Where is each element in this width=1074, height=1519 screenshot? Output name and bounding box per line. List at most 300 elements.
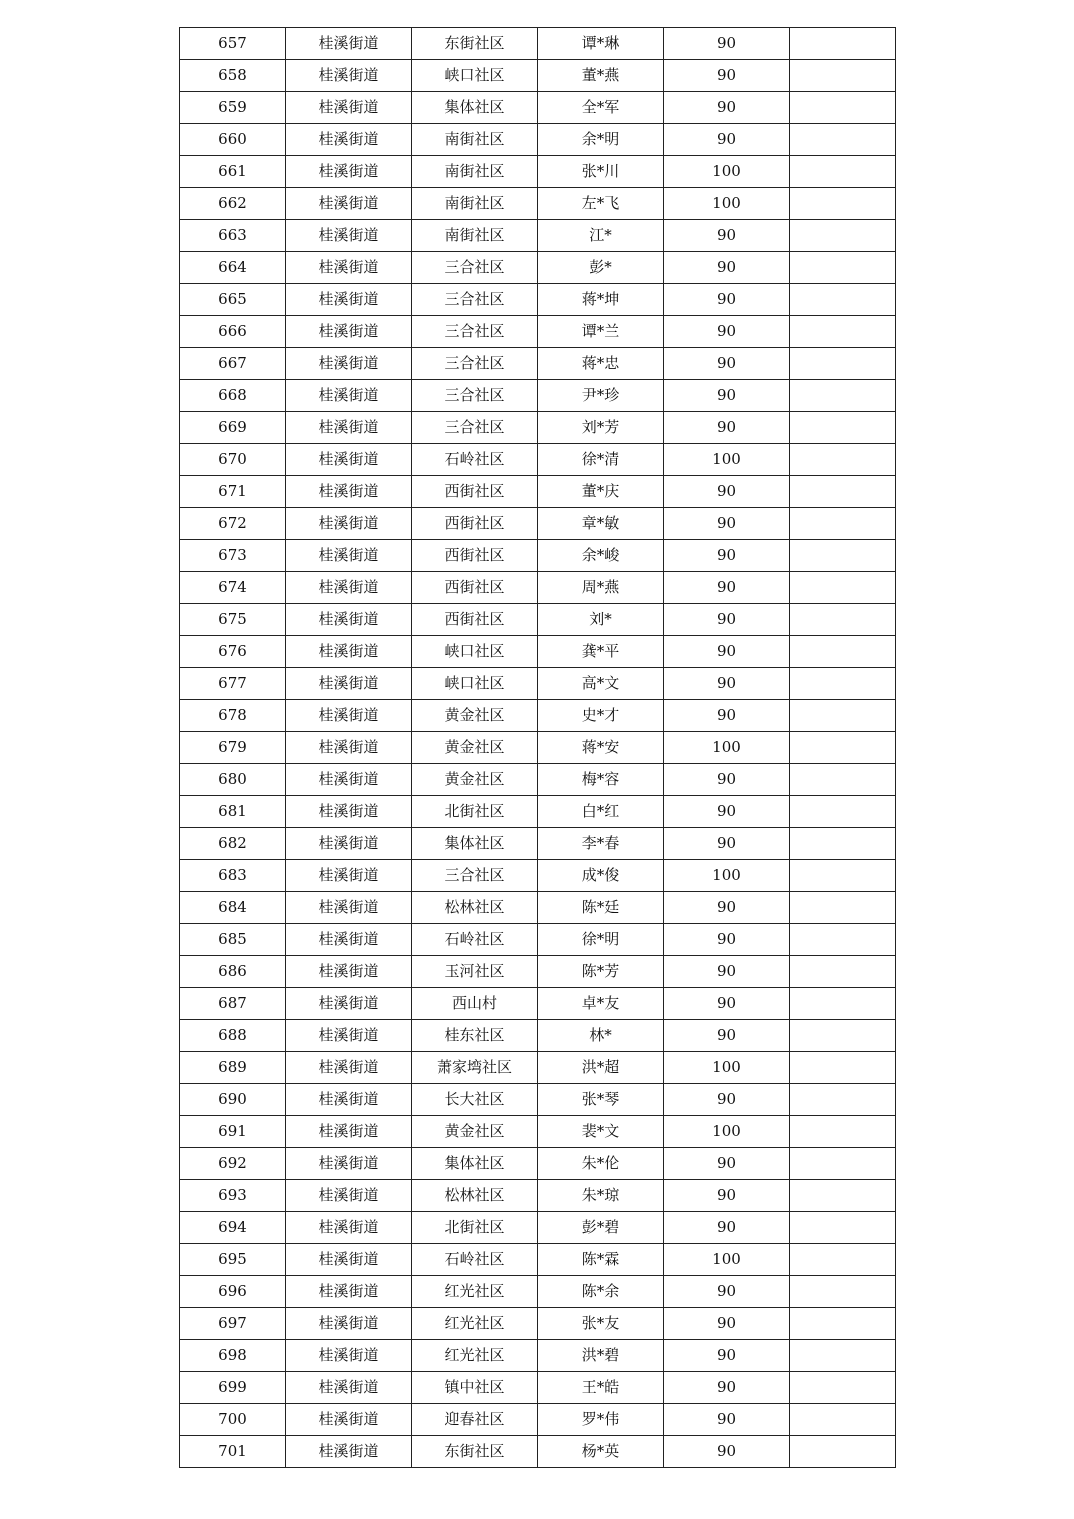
cell-name: 陈*廷: [538, 892, 664, 924]
cell-community: 黄金社区: [412, 764, 538, 796]
cell-score: 90: [664, 412, 790, 444]
table-row: [180, 348, 896, 380]
cell-name: 蒋*坤: [538, 284, 664, 316]
cell-number: 683: [180, 860, 286, 892]
cell-community: 三合社区: [412, 316, 538, 348]
cell-note: [790, 860, 896, 892]
cell-score: 90: [664, 892, 790, 924]
cell-street: 桂溪街道: [286, 1084, 412, 1116]
table-row: [180, 1020, 896, 1052]
cell-street: 桂溪街道: [286, 476, 412, 508]
cell-score: 90: [664, 1180, 790, 1212]
cell-number: 681: [180, 796, 286, 828]
cell-score: 90: [664, 828, 790, 860]
table-row: [180, 1372, 896, 1404]
cell-community: 峡口社区: [412, 636, 538, 668]
cell-number: 657: [180, 28, 286, 60]
cell-name: 蒋*安: [538, 732, 664, 764]
cell-score: 90: [664, 28, 790, 60]
cell-note: [790, 1372, 896, 1404]
cell-name: 左*飞: [538, 188, 664, 220]
cell-score: 90: [664, 220, 790, 252]
cell-community: 西街社区: [412, 604, 538, 636]
table-row: [180, 1308, 896, 1340]
cell-name: 白*红: [538, 796, 664, 828]
cell-score: 90: [664, 1212, 790, 1244]
cell-community: 红光社区: [412, 1340, 538, 1372]
table-row: [180, 412, 896, 444]
table-row: [180, 764, 896, 796]
cell-community: 松林社区: [412, 1180, 538, 1212]
cell-number: 680: [180, 764, 286, 796]
cell-street: 桂溪街道: [286, 1308, 412, 1340]
cell-name: 林*: [538, 1020, 664, 1052]
table-row: [180, 1404, 896, 1436]
cell-score: 90: [664, 572, 790, 604]
roster-table: [179, 27, 896, 1468]
table-row: [180, 572, 896, 604]
cell-note: [790, 1148, 896, 1180]
cell-score: 100: [664, 156, 790, 188]
cell-street: 桂溪街道: [286, 348, 412, 380]
cell-community: 石岭社区: [412, 444, 538, 476]
table-row: [180, 1212, 896, 1244]
cell-community: 镇中社区: [412, 1372, 538, 1404]
cell-name: 彭*: [538, 252, 664, 284]
cell-number: 665: [180, 284, 286, 316]
cell-score: 90: [664, 252, 790, 284]
cell-community: 西山村: [412, 988, 538, 1020]
cell-name: 江*: [538, 220, 664, 252]
cell-community: 松林社区: [412, 892, 538, 924]
cell-name: 裴*文: [538, 1116, 664, 1148]
cell-street: 桂溪街道: [286, 252, 412, 284]
cell-note: [790, 1052, 896, 1084]
table-row: [180, 828, 896, 860]
cell-community: 西街社区: [412, 508, 538, 540]
cell-community: 峡口社区: [412, 668, 538, 700]
cell-street: 桂溪街道: [286, 956, 412, 988]
cell-note: [790, 1116, 896, 1148]
cell-score: 90: [664, 668, 790, 700]
cell-note: [790, 1308, 896, 1340]
cell-name: 刘*芳: [538, 412, 664, 444]
cell-community: 峡口社区: [412, 60, 538, 92]
cell-score: 90: [664, 796, 790, 828]
cell-number: 687: [180, 988, 286, 1020]
cell-note: [790, 124, 896, 156]
cell-number: 679: [180, 732, 286, 764]
cell-name: 彭*碧: [538, 1212, 664, 1244]
cell-score: 90: [664, 1084, 790, 1116]
table-row: [180, 988, 896, 1020]
cell-number: 659: [180, 92, 286, 124]
cell-community: 东街社区: [412, 28, 538, 60]
cell-score: 90: [664, 508, 790, 540]
cell-street: 桂溪街道: [286, 764, 412, 796]
cell-score: 100: [664, 732, 790, 764]
cell-note: [790, 796, 896, 828]
table-row: [180, 476, 896, 508]
table-row: [180, 1052, 896, 1084]
roster-table-body: [180, 28, 896, 1468]
cell-note: [790, 156, 896, 188]
table-row: [180, 60, 896, 92]
cell-note: [790, 668, 896, 700]
cell-note: [790, 284, 896, 316]
cell-street: 桂溪街道: [286, 1276, 412, 1308]
cell-street: 桂溪街道: [286, 444, 412, 476]
cell-note: [790, 892, 896, 924]
cell-street: 桂溪街道: [286, 316, 412, 348]
cell-street: 桂溪街道: [286, 636, 412, 668]
cell-number: 658: [180, 60, 286, 92]
cell-community: 三合社区: [412, 284, 538, 316]
cell-number: 674: [180, 572, 286, 604]
table-row: [180, 1180, 896, 1212]
cell-street: 桂溪街道: [286, 156, 412, 188]
cell-note: [790, 508, 896, 540]
cell-community: 集体社区: [412, 92, 538, 124]
cell-name: 周*燕: [538, 572, 664, 604]
cell-score: 90: [664, 60, 790, 92]
table-row: [180, 124, 896, 156]
cell-street: 桂溪街道: [286, 220, 412, 252]
cell-street: 桂溪街道: [286, 28, 412, 60]
cell-note: [790, 1020, 896, 1052]
cell-street: 桂溪街道: [286, 412, 412, 444]
cell-community: 西街社区: [412, 572, 538, 604]
cell-street: 桂溪街道: [286, 860, 412, 892]
cell-street: 桂溪街道: [286, 124, 412, 156]
cell-community: 西街社区: [412, 540, 538, 572]
table-row: [180, 380, 896, 412]
cell-score: 90: [664, 924, 790, 956]
cell-note: [790, 764, 896, 796]
table-row: [180, 284, 896, 316]
cell-score: 90: [664, 1148, 790, 1180]
cell-street: 桂溪街道: [286, 700, 412, 732]
cell-note: [790, 924, 896, 956]
cell-number: 686: [180, 956, 286, 988]
cell-score: 90: [664, 1276, 790, 1308]
cell-number: 668: [180, 380, 286, 412]
cell-name: 张*友: [538, 1308, 664, 1340]
cell-street: 桂溪街道: [286, 572, 412, 604]
cell-score: 100: [664, 444, 790, 476]
cell-score: 90: [664, 1020, 790, 1052]
cell-number: 694: [180, 1212, 286, 1244]
cell-name: 章*敏: [538, 508, 664, 540]
cell-note: [790, 636, 896, 668]
table-row: [180, 1084, 896, 1116]
cell-community: 东街社区: [412, 1436, 538, 1468]
cell-name: 蒋*忠: [538, 348, 664, 380]
cell-score: 90: [664, 476, 790, 508]
cell-name: 罗*伟: [538, 1404, 664, 1436]
cell-number: 667: [180, 348, 286, 380]
cell-note: [790, 220, 896, 252]
cell-street: 桂溪街道: [286, 1340, 412, 1372]
cell-score: 90: [664, 1436, 790, 1468]
cell-score: 90: [664, 1372, 790, 1404]
cell-street: 桂溪街道: [286, 924, 412, 956]
cell-name: 尹*珍: [538, 380, 664, 412]
cell-name: 刘*: [538, 604, 664, 636]
cell-name: 余*峻: [538, 540, 664, 572]
cell-note: [790, 732, 896, 764]
cell-name: 董*庆: [538, 476, 664, 508]
cell-score: 90: [664, 380, 790, 412]
cell-number: 663: [180, 220, 286, 252]
cell-name: 陈*霖: [538, 1244, 664, 1276]
cell-number: 672: [180, 508, 286, 540]
cell-community: 迎春社区: [412, 1404, 538, 1436]
cell-score: 90: [664, 764, 790, 796]
cell-number: 688: [180, 1020, 286, 1052]
cell-name: 卓*友: [538, 988, 664, 1020]
table-row: [180, 956, 896, 988]
cell-street: 桂溪街道: [286, 828, 412, 860]
cell-note: [790, 572, 896, 604]
cell-community: 三合社区: [412, 380, 538, 412]
cell-street: 桂溪街道: [286, 1116, 412, 1148]
table-row: [180, 860, 896, 892]
cell-street: 桂溪街道: [286, 1052, 412, 1084]
cell-note: [790, 412, 896, 444]
cell-street: 桂溪街道: [286, 1372, 412, 1404]
cell-number: 697: [180, 1308, 286, 1340]
cell-number: 691: [180, 1116, 286, 1148]
cell-note: [790, 1436, 896, 1468]
table-row: [180, 252, 896, 284]
table-row: [180, 508, 896, 540]
cell-note: [790, 700, 896, 732]
cell-score: 90: [664, 284, 790, 316]
cell-street: 桂溪街道: [286, 604, 412, 636]
cell-name: 谭*琳: [538, 28, 664, 60]
cell-number: 671: [180, 476, 286, 508]
cell-name: 陈*余: [538, 1276, 664, 1308]
table-row: [180, 92, 896, 124]
table-row: [180, 1340, 896, 1372]
cell-name: 董*燕: [538, 60, 664, 92]
cell-name: 杨*英: [538, 1436, 664, 1468]
cell-name: 张*琴: [538, 1084, 664, 1116]
cell-score: 90: [664, 604, 790, 636]
cell-name: 龚*平: [538, 636, 664, 668]
cell-note: [790, 1276, 896, 1308]
cell-street: 桂溪街道: [286, 1020, 412, 1052]
cell-number: 690: [180, 1084, 286, 1116]
cell-name: 谭*兰: [538, 316, 664, 348]
table-row: [180, 924, 896, 956]
cell-name: 全*军: [538, 92, 664, 124]
cell-name: 洪*超: [538, 1052, 664, 1084]
cell-name: 余*明: [538, 124, 664, 156]
cell-community: 三合社区: [412, 252, 538, 284]
cell-street: 桂溪街道: [286, 892, 412, 924]
cell-note: [790, 252, 896, 284]
cell-street: 桂溪街道: [286, 1212, 412, 1244]
cell-community: 石岭社区: [412, 1244, 538, 1276]
cell-community: 石岭社区: [412, 924, 538, 956]
cell-community: 长大社区: [412, 1084, 538, 1116]
cell-note: [790, 1244, 896, 1276]
cell-name: 徐*明: [538, 924, 664, 956]
cell-name: 张*川: [538, 156, 664, 188]
cell-score: 90: [664, 956, 790, 988]
cell-number: 670: [180, 444, 286, 476]
cell-note: [790, 828, 896, 860]
cell-name: 朱*琼: [538, 1180, 664, 1212]
cell-community: 南街社区: [412, 156, 538, 188]
cell-number: 673: [180, 540, 286, 572]
cell-community: 集体社区: [412, 828, 538, 860]
table-row: [180, 604, 896, 636]
table-row: [180, 28, 896, 60]
cell-number: 677: [180, 668, 286, 700]
cell-number: 682: [180, 828, 286, 860]
cell-number: 678: [180, 700, 286, 732]
cell-street: 桂溪街道: [286, 380, 412, 412]
cell-note: [790, 956, 896, 988]
cell-score: 100: [664, 188, 790, 220]
cell-community: 南街社区: [412, 220, 538, 252]
cell-score: 100: [664, 1244, 790, 1276]
cell-score: 90: [664, 1404, 790, 1436]
table-row: [180, 1276, 896, 1308]
cell-number: 669: [180, 412, 286, 444]
cell-score: 90: [664, 92, 790, 124]
cell-community: 三合社区: [412, 860, 538, 892]
cell-street: 桂溪街道: [286, 1436, 412, 1468]
table-row: [180, 668, 896, 700]
cell-street: 桂溪街道: [286, 1148, 412, 1180]
cell-number: 699: [180, 1372, 286, 1404]
cell-number: 698: [180, 1340, 286, 1372]
cell-name: 陈*芳: [538, 956, 664, 988]
cell-number: 695: [180, 1244, 286, 1276]
cell-number: 700: [180, 1404, 286, 1436]
cell-community: 北街社区: [412, 796, 538, 828]
cell-street: 桂溪街道: [286, 796, 412, 828]
cell-score: 90: [664, 636, 790, 668]
cell-score: 90: [664, 316, 790, 348]
cell-number: 685: [180, 924, 286, 956]
table-row: [180, 156, 896, 188]
cell-number: 693: [180, 1180, 286, 1212]
cell-score: 90: [664, 988, 790, 1020]
cell-name: 朱*伦: [538, 1148, 664, 1180]
cell-community: 三合社区: [412, 348, 538, 380]
cell-community: 黄金社区: [412, 1116, 538, 1148]
cell-name: 洪*碧: [538, 1340, 664, 1372]
cell-note: [790, 348, 896, 380]
cell-score: 90: [664, 700, 790, 732]
cell-number: 696: [180, 1276, 286, 1308]
table-row: [180, 540, 896, 572]
cell-name: 梅*容: [538, 764, 664, 796]
cell-note: [790, 316, 896, 348]
cell-street: 桂溪街道: [286, 668, 412, 700]
cell-score: 90: [664, 124, 790, 156]
cell-note: [790, 28, 896, 60]
cell-name: 高*文: [538, 668, 664, 700]
cell-note: [790, 1340, 896, 1372]
cell-street: 桂溪街道: [286, 732, 412, 764]
cell-score: 100: [664, 1052, 790, 1084]
cell-number: 692: [180, 1148, 286, 1180]
cell-number: 660: [180, 124, 286, 156]
cell-number: 666: [180, 316, 286, 348]
cell-note: [790, 1212, 896, 1244]
cell-note: [790, 540, 896, 572]
table-row: [180, 700, 896, 732]
cell-community: 北街社区: [412, 1212, 538, 1244]
table-row: [180, 1244, 896, 1276]
cell-street: 桂溪街道: [286, 1180, 412, 1212]
cell-name: 史*才: [538, 700, 664, 732]
cell-community: 南街社区: [412, 124, 538, 156]
cell-community: 南街社区: [412, 188, 538, 220]
cell-number: 676: [180, 636, 286, 668]
cell-number: 661: [180, 156, 286, 188]
cell-note: [790, 1180, 896, 1212]
cell-street: 桂溪街道: [286, 540, 412, 572]
cell-street: 桂溪街道: [286, 284, 412, 316]
cell-note: [790, 604, 896, 636]
cell-name: 徐*清: [538, 444, 664, 476]
table-row: [180, 1436, 896, 1468]
cell-note: [790, 1084, 896, 1116]
cell-score: 90: [664, 540, 790, 572]
table-row: [180, 444, 896, 476]
cell-street: 桂溪街道: [286, 188, 412, 220]
table-row: [180, 220, 896, 252]
cell-community: 桂东社区: [412, 1020, 538, 1052]
cell-community: 西街社区: [412, 476, 538, 508]
table-row: [180, 188, 896, 220]
cell-note: [790, 188, 896, 220]
cell-note: [790, 60, 896, 92]
table-row: [180, 892, 896, 924]
table-row: [180, 636, 896, 668]
cell-street: 桂溪街道: [286, 508, 412, 540]
cell-community: 红光社区: [412, 1308, 538, 1340]
cell-street: 桂溪街道: [286, 1244, 412, 1276]
cell-note: [790, 1404, 896, 1436]
cell-street: 桂溪街道: [286, 1404, 412, 1436]
cell-name: 成*俊: [538, 860, 664, 892]
cell-number: 689: [180, 1052, 286, 1084]
table-row: [180, 1116, 896, 1148]
cell-note: [790, 988, 896, 1020]
cell-score: 100: [664, 860, 790, 892]
cell-street: 桂溪街道: [286, 92, 412, 124]
cell-name: 王*皓: [538, 1372, 664, 1404]
cell-community: 集体社区: [412, 1148, 538, 1180]
cell-community: 黄金社区: [412, 732, 538, 764]
cell-note: [790, 380, 896, 412]
cell-note: [790, 476, 896, 508]
table-row: [180, 796, 896, 828]
cell-number: 701: [180, 1436, 286, 1468]
cell-number: 684: [180, 892, 286, 924]
cell-number: 664: [180, 252, 286, 284]
table-row: [180, 732, 896, 764]
cell-name: 李*春: [538, 828, 664, 860]
